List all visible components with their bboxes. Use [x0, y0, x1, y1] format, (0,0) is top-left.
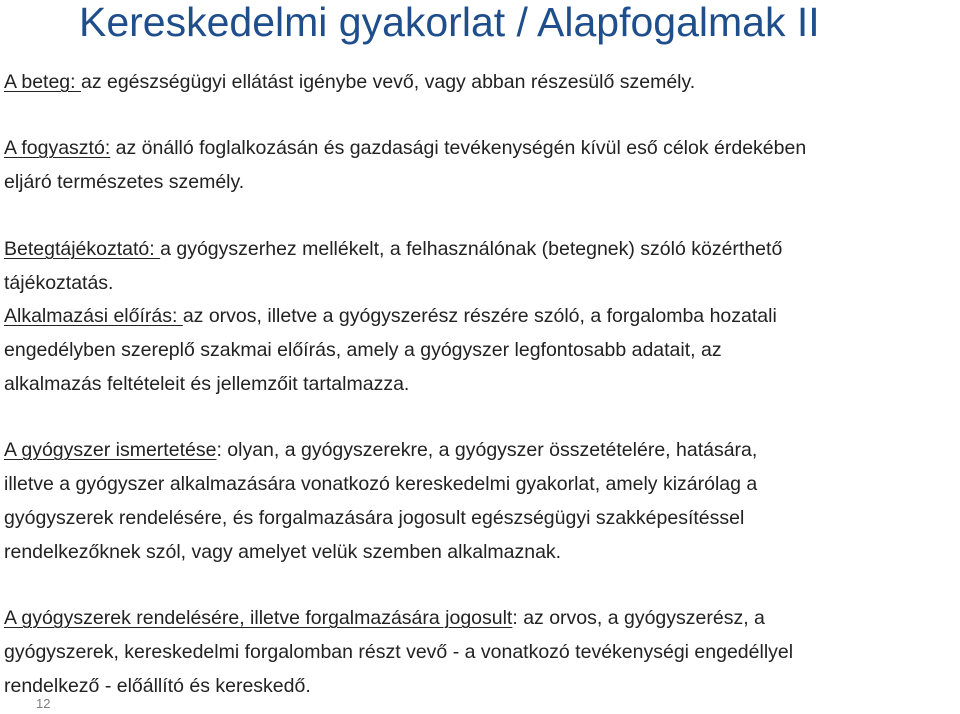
definition-text: rendelkezőknek szól, vagy amelyet velük szemben alkalmaznak. — [4, 541, 562, 563]
definition-line — [4, 137, 806, 159]
term-fogyaszto: A fogyasztó: — [4, 137, 111, 159]
definition-text: a gyógyszerhez mellékelt, a felhasználónak (betegnek) szóló közérthető — [160, 238, 783, 260]
definition-text: tájékoztatás. — [4, 272, 114, 294]
definition-jogosult — [4, 601, 960, 703]
definition-fogyaszto — [4, 131, 960, 199]
term-beteg: A beteg: — [4, 71, 81, 93]
definition-betegtajekoztato — [4, 232, 960, 300]
definition-text: az orvos, illetve a gyógyszerész részére szóló, a forgalomba hozatali — [182, 305, 777, 327]
definition-text: alkalmazás feltételeit és jellemzőit tartalmazza. — [4, 373, 410, 395]
definition-text: : az orvos, a gyógyszerész, a — [512, 607, 765, 629]
term-gyogyszer-ismertetese: A gyógyszer ismertetése — [4, 439, 217, 461]
definition-text: az egészségügyi ellátást igénybe vevő, vagy abban részesülő személy. — [80, 71, 696, 93]
slide-title: Kereskedelmi gyakorlat / Alapfogalmak II — [79, 0, 820, 45]
term-alkalmazasi-eloiras: Alkalmazási előírás: — [4, 305, 183, 327]
definition-text: gyógyszerek rendelésére, és forgalmazására jogosult egészségügyi szakképesítéssel — [4, 507, 745, 529]
definition-beteg — [4, 65, 960, 99]
term-betegtajekoztato: Betegtájékoztató: — [4, 238, 161, 260]
definition-text: engedélyben szereplő szakmai előírás, amely a gyógyszer legfontosabb adatait, az — [4, 339, 722, 361]
definition-text: eljáró természetes személy. — [4, 171, 245, 193]
definition-text: illetve a gyógyszer alkalmazására vonatkozó kereskedelmi gyakorlat, amely kizárólag a — [4, 473, 758, 495]
term-jogosult: A gyógyszerek rendelésére, illetve forgalmazására jogosult — [4, 607, 513, 629]
definition-alkalmazasi-eloiras — [4, 299, 960, 401]
definition-text: az önálló foglalkozásán és gazdasági tevékenységén kívül eső célok érdekében — [110, 137, 807, 159]
definition-text: : olyan, a gyógyszerekre, a gyógyszer összetételére, hatására, — [216, 439, 758, 461]
definition-line — [4, 607, 765, 629]
definition-text: rendelkező - előállító és kereskedő. — [4, 675, 311, 697]
definition-line — [4, 238, 782, 260]
definition-text: gyógyszerek, kereskedelmi forgalomban részt vevő - a vonatkozó tevékenységi engedéllyel — [4, 641, 794, 663]
definition-line — [4, 439, 757, 461]
definition-gyogyszer-ismertetese — [4, 433, 960, 569]
definition-line — [4, 305, 777, 327]
page-number: 12 — [36, 696, 51, 711]
